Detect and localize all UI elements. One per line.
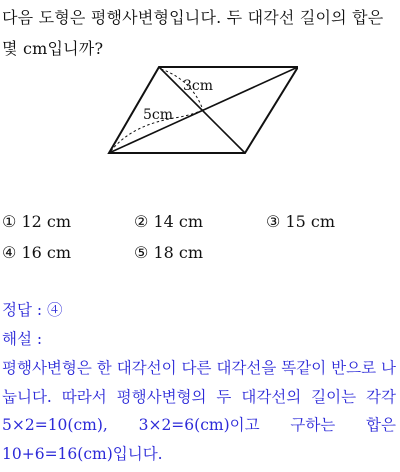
choice-3-text: 15 cm	[285, 212, 336, 231]
label-5cm: 5cm	[143, 107, 174, 123]
choice-5-number: ⑤	[134, 243, 149, 262]
choice-4-number: ④	[2, 243, 17, 262]
choice-1-text: 12 cm	[21, 212, 72, 231]
choice-2-text: 14 cm	[153, 212, 204, 231]
choice-1[interactable]	[2, 212, 134, 231]
choice-row-1	[2, 206, 398, 237]
choice-5-text: 18 cm	[153, 243, 204, 262]
choice-4-text: 16 cm	[21, 243, 72, 262]
answer-label: 정답 : ④	[2, 301, 63, 319]
label-3cm: 3cm	[183, 78, 214, 94]
choice-2[interactable]	[134, 212, 266, 231]
choice-5[interactable]	[134, 243, 266, 262]
choice-4[interactable]	[2, 243, 134, 262]
choice-row-2	[2, 237, 398, 268]
choice-1-number: ①	[2, 212, 17, 231]
parallelogram-figure	[106, 64, 298, 156]
explanation-text: 평행사변형은 한 대각선이 다른 대각선을 똑같이 반으로 나눕니다. 따라서 평행사변형의 두 대각선의 길이는 각각 5×2=10(cm), 3×2=6(cm)이고 구하는 합은 10+6=16(cm)입니다.	[2, 359, 396, 463]
choices	[2, 206, 398, 268]
question-text: 다음 도형은 평행사변형입니다. 두 대각선 길이의 합은 몇 cm입니까?	[2, 8, 384, 58]
explanation-label: 해설 :	[2, 330, 43, 348]
choice-3-number: ③	[266, 212, 281, 231]
choice-2-number: ②	[134, 212, 149, 231]
answer-block	[2, 296, 398, 468]
choice-3[interactable]	[266, 212, 398, 231]
